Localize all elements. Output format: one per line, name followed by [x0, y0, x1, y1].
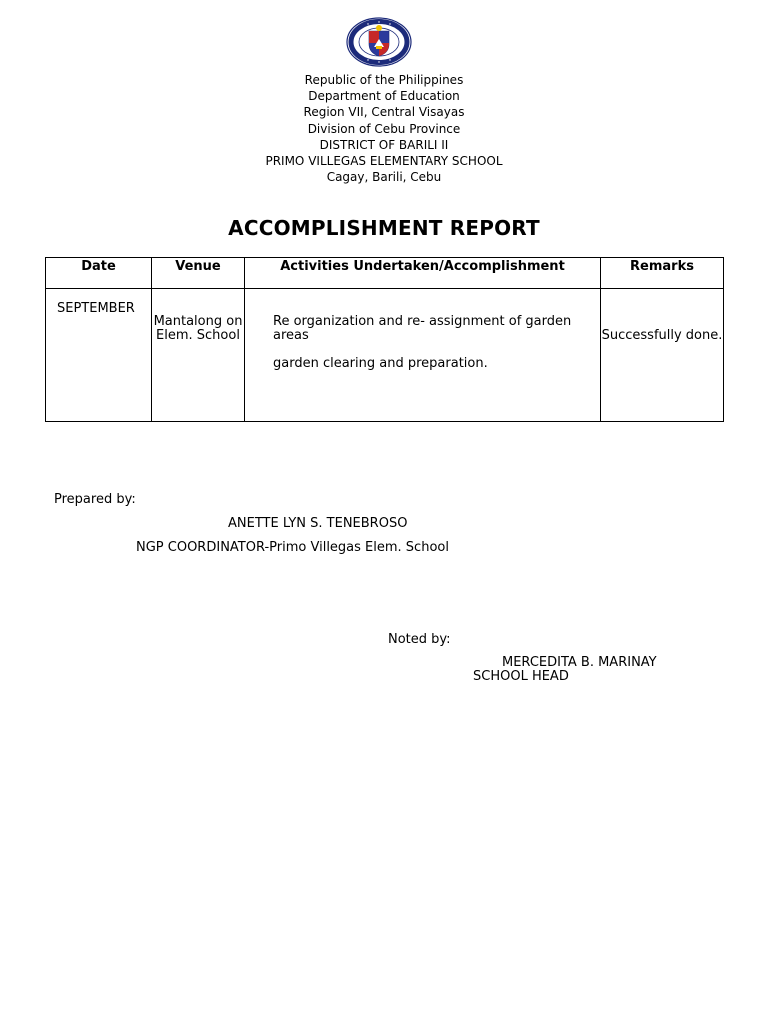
header-line-address: Cagay, Barili, Cebu	[326, 170, 442, 185]
noted-by-label: Noted by:	[388, 632, 451, 647]
preparer-name: ANETTE LYN S. TENEBROSO	[228, 516, 408, 531]
cell-date: SEPTEMBER	[46, 289, 152, 422]
column-header-remarks: Remarks	[601, 258, 724, 289]
header-line-division: Division of Cebu Province	[307, 121, 461, 136]
cell-venue: Mantalong on Elem. School	[152, 289, 245, 422]
column-header-date: Date	[46, 258, 152, 289]
activity-item: garden clearing and preparation.	[273, 356, 488, 371]
header-line-department: Department of Education	[308, 89, 460, 104]
prepared-by-label: Prepared by:	[54, 492, 136, 507]
table-header-row	[46, 258, 724, 289]
accomplishment-table	[45, 257, 724, 422]
header-line-district: DISTRICT OF BARILI II	[319, 137, 449, 152]
column-header-activities: Activities Undertaken/Accomplishment	[245, 258, 601, 289]
cell-activities	[245, 289, 601, 422]
noter-position: SCHOOL HEAD	[473, 669, 569, 684]
preparer-position: NGP COORDINATOR-Primo Villegas Elem. School	[136, 540, 449, 555]
header-line-republic: Republic of the Philippines	[304, 73, 464, 87]
deped-seal-logo	[346, 17, 412, 67]
column-header-venue: Venue	[152, 258, 245, 289]
activity-item: Re organization and re- assignment of garden areas	[273, 314, 572, 343]
noter-name: MERCEDITA B. MARINAY	[502, 655, 657, 670]
report-title: ACCOMPLISHMENT REPORT	[228, 216, 540, 240]
table-row	[46, 289, 724, 422]
cell-remarks: Successfully done.	[601, 289, 724, 422]
document-header	[0, 72, 768, 185]
header-line-school: PRIMO VILLEGAS ELEMENTARY SCHOOL	[265, 154, 503, 169]
header-line-region: Region VII, Central Visayas	[303, 105, 465, 120]
